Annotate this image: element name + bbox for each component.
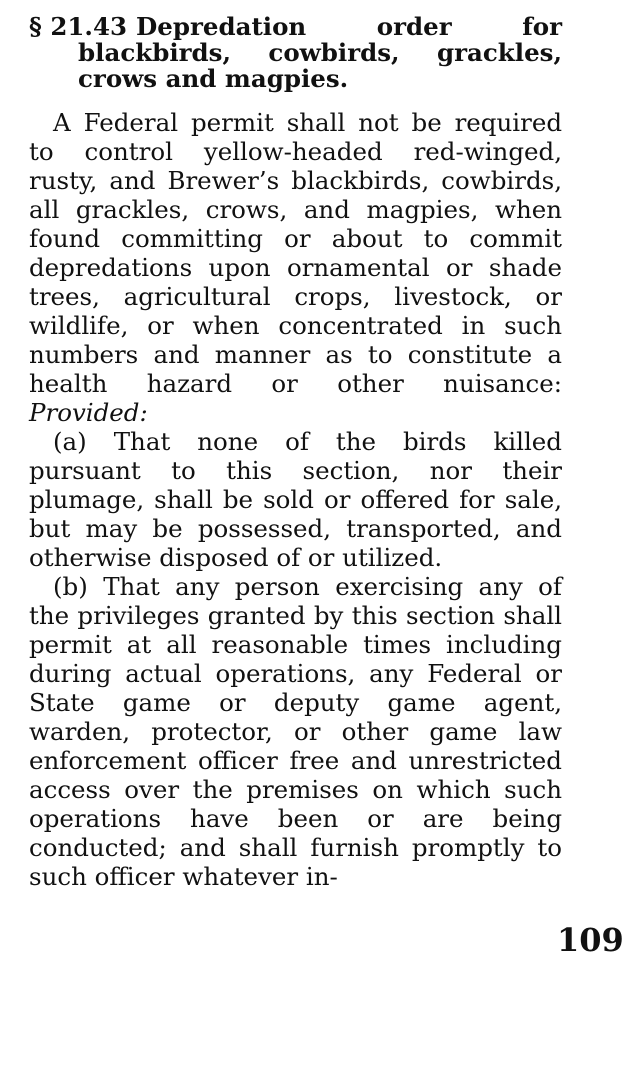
section-title: Depredation order for blackbirds, cowbirds, grackles, crows and magpies.: [78, 12, 562, 93]
paragraph-b-text: That any person exercising any of the privileges granted by this section shall permit at all reasonable times including during actual operations, any Federal or State game or deputy game agent, warden, protector, or other game law enforcement officer free and unrestricted access over the premises on which such operations have been or are being conducted; and shall furnish promptly to such officer whatever in-: [29, 572, 562, 891]
intro-text: A Federal permit shall not be required to control yellow-headed red-winged, rusty, and Brewer’s blackbirds, cowbirds, all grackles, crows, and magpies, when found committing or about to commit depredations upon ornamental or shade trees, agricultural crops, livestock, or wildlife, or when concentrated in such numbers and manner as to constitute a health hazard or other nuisance:: [29, 108, 562, 398]
page-number: 109: [557, 921, 624, 959]
section-body: [29, 108, 562, 891]
section-number: § 21.43: [29, 12, 128, 41]
section-heading: [29, 14, 562, 92]
regulation-page: [29, 14, 562, 891]
paragraph-b-label: (b): [53, 572, 88, 601]
paragraph-a-label: (a): [53, 427, 87, 456]
paragraph-b: [29, 572, 562, 891]
proviso-label: Provided:: [29, 398, 148, 427]
paragraph-a: [29, 427, 562, 572]
intro-paragraph: [29, 108, 562, 427]
paragraph-a-text: That none of the birds killed pursuant to this section, nor their plumage, shall be sold or offered for sale, but may be possessed, transported, and otherwise disposed of or utilized.: [29, 427, 562, 572]
